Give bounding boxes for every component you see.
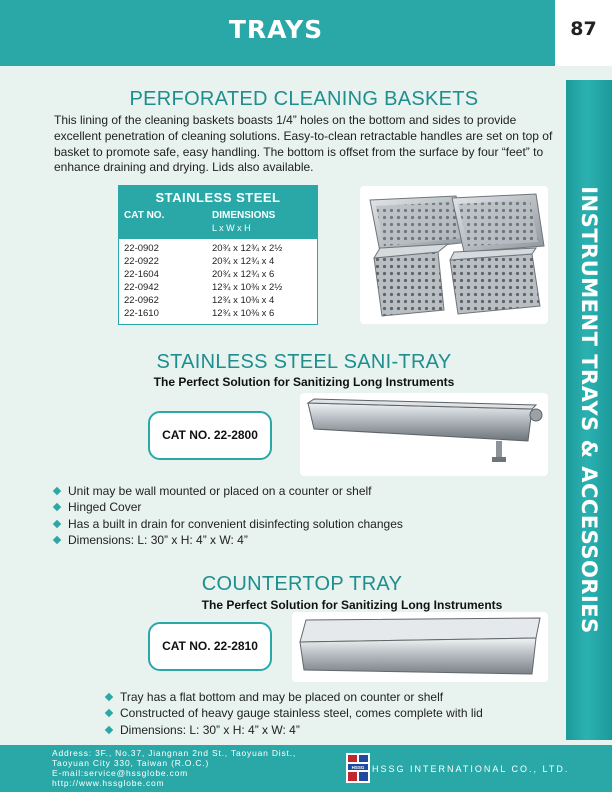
diamond-bullet-icon [105, 709, 113, 717]
section-heading-countertop-tray: COUNTERTOP TRAY [201, 573, 403, 595]
table-row [119, 308, 317, 320]
col-dimensions: DIMENSIONS [212, 210, 276, 221]
spec-table-title: STAINLESS STEEL [155, 190, 281, 205]
diamond-bullet-icon [53, 519, 61, 527]
col-cat-no: CAT NO. [124, 210, 165, 221]
countertop-tray-image [292, 612, 548, 682]
countertop-tray-photo [292, 612, 548, 682]
list-item: Dimensions: L: 30” x H: 4” x W: 4” [52, 532, 502, 548]
page-number: 87 [570, 18, 597, 40]
list-item: Tray has a flat bottom and may be placed on counter or shelf [104, 689, 544, 705]
row-dimensions: 12¾ x 10⅜ x 4 [212, 295, 275, 306]
logo-wordmark: HSSG [351, 765, 365, 770]
sidebar-title: INSTRUMENT TRAYS & ACCESSORIES [577, 186, 601, 634]
diamond-bullet-icon [53, 487, 61, 495]
diamond-bullet-icon [53, 503, 61, 511]
section-heading-baskets: PERFORATED CLEANING BASKETS [129, 88, 479, 110]
countertop-tray-subheading: The Perfect Solution for Sanitizing Long Instruments [201, 598, 503, 612]
footer-bar [0, 745, 612, 792]
table-row [119, 256, 317, 268]
row-cat-no: 22-0942 [124, 282, 159, 293]
row-dimensions: 20¾ x 12¾ x 4 [212, 256, 275, 267]
footer-website-link[interactable]: http://www.hssglobe.com [52, 778, 165, 788]
row-cat-no: 22-1610 [124, 308, 159, 319]
row-dimensions: 20¾ x 12¾ x 2½ [212, 243, 283, 254]
hssg-logo-icon [346, 753, 370, 783]
list-item: Dimensions: L: 30” x H: 4” x W: 4” [104, 722, 544, 738]
table-row [119, 243, 317, 255]
row-dimensions: 20¾ x 12¾ x 6 [212, 269, 275, 280]
cat-no-box-2810: CAT NO. 22-2810 [148, 622, 272, 671]
list-item: Hinged Cover [52, 499, 502, 515]
diamond-bullet-icon [105, 693, 113, 701]
section-heading-sani-tray: STAINLESS STEEL SANI-TRAY [156, 351, 452, 373]
row-dimensions: 12¾ x 10⅜ x 6 [212, 308, 275, 319]
row-cat-no: 22-0902 [124, 243, 159, 254]
list-item: Has a built in drain for convenient disinfecting solution changes [52, 516, 502, 532]
company-logo [346, 753, 370, 783]
footer-email[interactable]: E-mail:service@hssglobe.com [52, 768, 189, 778]
baskets-description: This lining of the cleaning baskets boasts 1/4” holes on the bottom and sides to provide excellent penetration of cleaning solutions. Easy-to-clean retractable handles are set on top of basket to promote safe, easy handling. The bottom is offset from the surface by four “feet” to enhance draining and drying. Lids also available. [54, 113, 553, 175]
sani-tray-features [52, 483, 502, 548]
company-name: HSSG INTERNATIONAL CO., LTD. [372, 764, 570, 774]
spec-table-header [119, 186, 317, 239]
sani-tray-subheading: The Perfect Solution for Sanitizing Long Instruments [153, 375, 455, 389]
table-row [119, 269, 317, 281]
row-dimensions: 12¾ x 10⅜ x 2½ [212, 282, 283, 293]
perforated-baskets-image [360, 186, 548, 324]
list-item: Unit may be wall mounted or placed on a counter or shelf [52, 483, 502, 499]
page-title: TRAYS [228, 15, 324, 44]
list-item: Constructed of heavy gauge stainless steel, comes complete with lid [104, 705, 544, 721]
page-number-box [552, 0, 612, 66]
footer-address: Address: 3F., No.37, Jiangnan 2nd St., Taoyuan Dist., Taoyuan City 330, Taiwan (R.O.C.) E-mail:service@hssglobe.com http://www.hssglobe.com [52, 748, 297, 788]
diamond-bullet-icon [53, 536, 61, 544]
col-dimensions-sub: L x W x H [212, 223, 251, 233]
sani-tray-image [300, 393, 548, 476]
sani-tray-photo [300, 393, 548, 476]
cat-no-box-2800: CAT NO. 22-2800 [148, 411, 272, 460]
row-cat-no: 22-0922 [124, 256, 159, 267]
sidebar-band [566, 80, 612, 740]
diamond-bullet-icon [105, 725, 113, 733]
baskets-photo [360, 186, 548, 324]
row-cat-no: 22-1604 [124, 269, 159, 280]
spec-table [118, 185, 318, 325]
header-bar [0, 0, 552, 66]
row-cat-no: 22-0962 [124, 295, 159, 306]
table-row [119, 295, 317, 307]
table-row [119, 282, 317, 294]
countertop-tray-features [104, 689, 544, 738]
